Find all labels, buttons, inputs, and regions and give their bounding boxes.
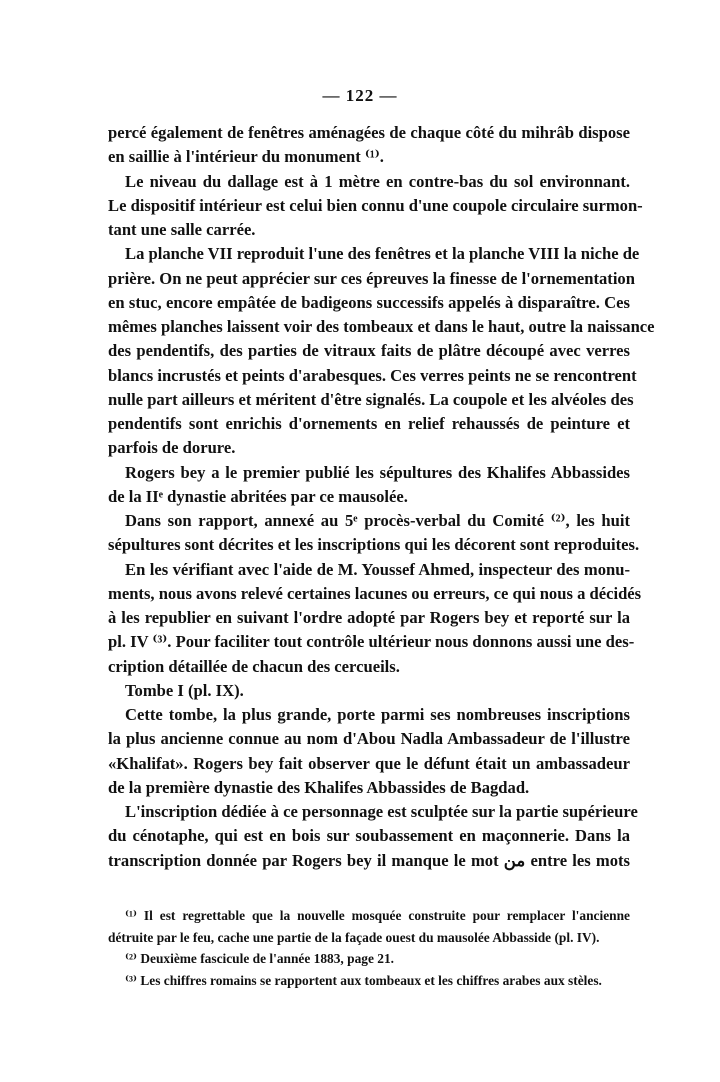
- text-line: mêmes planches laissent voir des tombeaux et dans le haut, outre la naissance: [108, 317, 655, 336]
- text-line: ⁽³⁾ Les chiffres romains se rapportent aux tombeaux et les chiffres arabes aux stèles.: [125, 972, 602, 988]
- text-line: «Khalifat». Rogers bey fait observer que le défunt était un ambassadeur: [108, 753, 630, 773]
- text-line: en stuc, encore empâtée de badigeons successifs appelés à disparaître. Ces: [108, 292, 630, 312]
- text-line: Dans son rapport, annexé au 5ᵉ procès-verbal du Comité ⁽²⁾, les huit: [125, 511, 630, 530]
- text-line: des pendentifs, des parties de vitraux faits de plâtre découpé avec verres: [108, 341, 630, 361]
- text-line: nulle part ailleurs et méritent d'être signalés. La coupole et les alvéoles des: [108, 389, 634, 409]
- text-line: cription détaillée de chacun des cercueils.: [108, 656, 400, 676]
- text-line: tant une salle carrée.: [108, 220, 256, 239]
- paragraph: [108, 509, 640, 558]
- text-line: du cénotaphe, qui est en bois sur soubassement en maçonnerie. Dans la: [108, 826, 630, 846]
- paragraph: [108, 679, 630, 703]
- text-line: de la IIᵉ dynastie abritées par ce mausolée.: [108, 486, 408, 506]
- text-line: pl. IV ⁽³⁾. Pour faciliter tout contrôle ultérieur nous donnons aussi une des-: [108, 632, 635, 652]
- footnote: [108, 970, 630, 992]
- paragraph: [108, 121, 630, 170]
- text-line: En les vérifiant avec l'aide de M. Youssef Ahmed, inspecteur des monu-: [125, 559, 630, 579]
- paragraph: [108, 558, 642, 679]
- text-line: la plus ancienne connue au nom d'Abou Nadla Ambassadeur de l'illustre: [108, 729, 630, 749]
- text-line: ⁽¹⁾ Il est regrettable que la nouvelle mosquée construite pour remplacer l'ancienne: [125, 908, 630, 923]
- footnotes: [108, 905, 630, 991]
- text-line: sépultures sont décrites et les inscriptions qui les décorent sont reproduites.: [108, 535, 640, 555]
- text-line: ments, nous avons relevé certaines lacunes ou erreurs, ce qui nous a décidés: [108, 583, 642, 603]
- text-line: Tombe I (pl. IX).: [125, 680, 244, 700]
- text-line: Le niveau du dallage est à 1 mètre en contre-bas du sol environnant.: [125, 171, 630, 191]
- text-line: Cette tombe, la plus grande, porte parmi ses nombreuses inscriptions: [125, 705, 630, 724]
- paragraph: [108, 242, 655, 460]
- footnote: [108, 905, 630, 948]
- paragraph: [108, 800, 638, 873]
- paragraph: [108, 703, 630, 800]
- text-line: parfois de dorure.: [108, 438, 236, 458]
- text-line: L'inscription dédiée à ce personnage est sculptée sur la partie supérieure: [125, 802, 638, 821]
- text-line: blancs incrustés et peints d'arabesques. Ces verres peints ne se rencontrent: [108, 365, 637, 385]
- text-line: ⁽²⁾ Deuxième fascicule de l'année 1883, page 21.: [125, 951, 394, 967]
- text-line: à les republier en suivant l'ordre adopté par Rogers bey et reporté sur la: [108, 608, 630, 627]
- text-line: Le dispositif intérieur est celui bien connu d'une coupole circulaire surmon-: [108, 195, 643, 215]
- paragraph: [108, 170, 643, 243]
- text-line: en saillie à l'intérieur du monument ⁽¹⁾.: [108, 147, 384, 167]
- paragraph: [108, 461, 630, 510]
- text-line: prière. On ne peut apprécier sur ces épreuves la finesse de l'ornementation: [108, 268, 635, 288]
- text-line: Rogers bey a le premier publié les sépultures des Khalifes Abbassides: [125, 462, 630, 482]
- page-number: — 122 —: [322, 86, 398, 105]
- text-line: percé également de fenêtres aménagées de chaque côté du mihrâb dispose: [108, 123, 630, 142]
- text-line: de la première dynastie des Khalifes Abbassides de Bagdad.: [108, 777, 530, 797]
- text-line: pendentifs sont enrichis d'ornements en relief rehaussés de peinture et: [108, 414, 630, 433]
- text-line: transcription donnée par Rogers bey il manque le mot من entre les mots: [108, 850, 630, 870]
- text-line: La planche VII reproduit l'une des fenêtres et la planche VIII la niche de: [125, 244, 640, 264]
- body-text: [108, 121, 655, 873]
- footnote: [108, 948, 630, 970]
- text-line: détruite par le feu, cache une partie de la façade ouest du mausolée Abbasside (pl. IV).: [108, 929, 600, 945]
